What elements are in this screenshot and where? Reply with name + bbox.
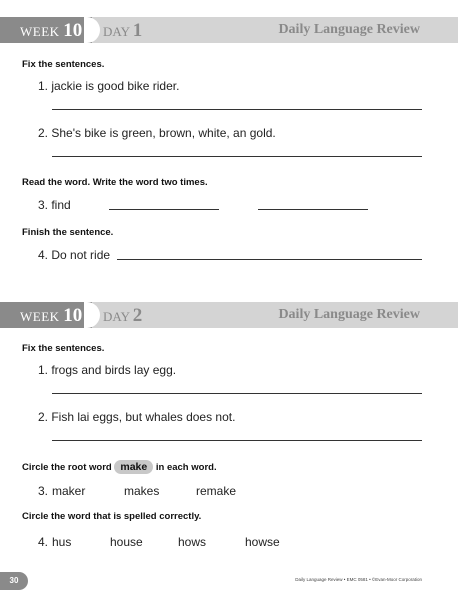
answer-line-1[interactable] bbox=[52, 109, 422, 110]
answer-line-2[interactable] bbox=[52, 440, 422, 441]
page-number: 30 bbox=[0, 572, 28, 590]
day-number: 1 bbox=[132, 20, 143, 41]
week-label: WEEK 10 bbox=[20, 305, 83, 326]
word-option[interactable]: howse bbox=[245, 535, 280, 549]
question-4-number: 4. bbox=[38, 535, 49, 549]
answer-line-1[interactable] bbox=[52, 393, 422, 394]
day1-header-bar bbox=[0, 17, 458, 43]
footer-credit: Daily Language Review • EMC 0581 • ©Evan-Moor Corporation bbox=[295, 577, 422, 582]
word-option[interactable]: hows bbox=[178, 535, 207, 549]
read-word-header: Read the word. Write the word two times. bbox=[22, 177, 208, 188]
question-1: 1. jackie is good bike rider. bbox=[38, 79, 180, 93]
day-label: DAY 2 bbox=[103, 305, 143, 326]
word-option[interactable]: hus bbox=[52, 535, 72, 549]
word-option[interactable]: remake bbox=[196, 484, 237, 498]
week-label: WEEK 10 bbox=[20, 20, 83, 41]
write-line-a[interactable] bbox=[109, 209, 219, 210]
word-option[interactable]: house bbox=[110, 535, 143, 549]
question-1: 1. frogs and birds lay egg. bbox=[38, 363, 177, 377]
word-option[interactable]: maker bbox=[52, 484, 86, 498]
day-label: DAY 1 bbox=[103, 20, 143, 41]
question-3: 3. find bbox=[38, 198, 71, 212]
root-word-header: Circle the root word make in each word. bbox=[22, 461, 217, 473]
week-number: 10 bbox=[63, 20, 83, 41]
answer-line-4[interactable] bbox=[117, 259, 422, 260]
review-title: Daily Language Review bbox=[278, 22, 420, 37]
question-3-number: 3. bbox=[38, 484, 49, 498]
day-number: 2 bbox=[132, 305, 143, 326]
spelled-correctly-header: Circle the word that is spelled correctly. bbox=[22, 511, 202, 522]
question-2: 2. She's bike is green, brown, white, an gold. bbox=[38, 126, 276, 140]
root-word-badge: make bbox=[114, 460, 153, 474]
question-4: 4. Do not ride bbox=[38, 248, 111, 262]
fix-sentences-header: Fix the sentences. bbox=[22, 59, 105, 70]
week-number: 10 bbox=[63, 305, 83, 326]
write-line-b[interactable] bbox=[258, 209, 368, 210]
day2-header-bar bbox=[0, 302, 458, 328]
question-2: 2. Fish lai eggs, but whales does not. bbox=[38, 410, 236, 424]
fix-sentences-header: Fix the sentences. bbox=[22, 343, 105, 354]
finish-sentence-header: Finish the sentence. bbox=[22, 227, 114, 238]
review-title: Daily Language Review bbox=[278, 307, 420, 322]
answer-line-2[interactable] bbox=[52, 156, 422, 157]
word-option[interactable]: makes bbox=[124, 484, 160, 498]
